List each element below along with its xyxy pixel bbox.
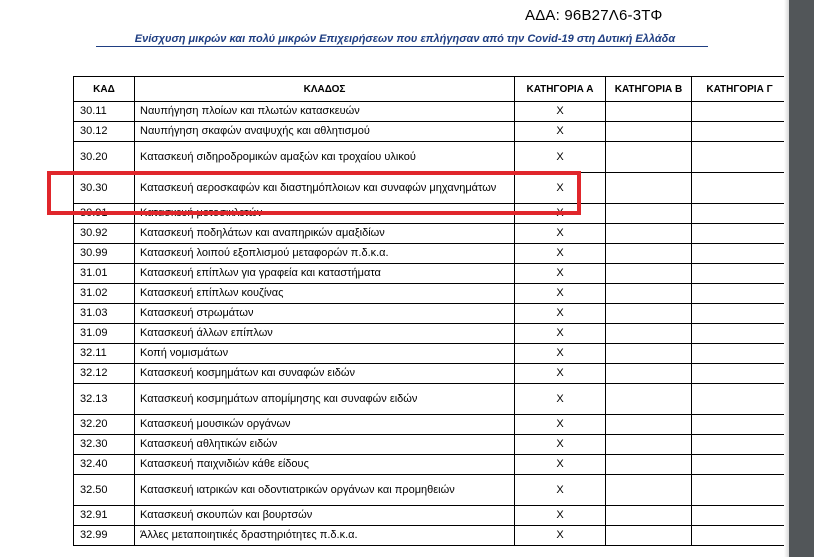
klados-text: Κατασκευή μοτοσικλετών (140, 207, 263, 219)
klados-text: Ναυπήγηση σκαφών αναψυχής και αθλητισμού (140, 125, 370, 137)
category-a-cell: Χ (515, 506, 606, 526)
header-klados: ΚΛΑΔΟΣ (135, 77, 515, 102)
klados-cell (135, 364, 515, 384)
table-row (74, 284, 788, 304)
document-subtitle: Ενίσχυση μικρών και πολύ μικρών Επιχειρήσεων που επλήγησαν από την Covid-19 στη Δυτική Ελλάδα (134, 33, 676, 45)
category-b-cell (606, 415, 692, 435)
category-c-cell (692, 526, 788, 546)
table-row (74, 344, 788, 364)
category-a-cell: Χ (515, 344, 606, 364)
category-a-cell: Χ (515, 475, 606, 506)
klados-text: Κατασκευή αθλητικών ειδών (140, 438, 278, 450)
category-b-cell (606, 102, 692, 122)
kad-cell: 32.11 (74, 344, 135, 364)
klados-text: Κατασκευή ποδηλάτων και αναπηρικών αμαξιδίων (140, 227, 385, 239)
category-b-cell (606, 324, 692, 344)
table-row (74, 415, 788, 435)
table-row (74, 506, 788, 526)
category-b-cell (606, 264, 692, 284)
klados-cell (135, 304, 515, 324)
klados-cell (135, 204, 515, 224)
category-a-cell: Χ (515, 204, 606, 224)
table-row (74, 384, 788, 415)
header-category-b (606, 77, 692, 102)
table-row (74, 324, 788, 344)
klados-cell (135, 264, 515, 284)
category-b-cell (606, 475, 692, 506)
table-row (74, 142, 788, 173)
klados-cell (135, 506, 515, 526)
klados-text: Κατασκευή στρωμάτων (140, 307, 254, 319)
category-c-cell (692, 204, 788, 224)
kad-table (73, 76, 788, 546)
category-a-cell: Χ (515, 415, 606, 435)
table-row (74, 204, 788, 224)
klados-cell (135, 244, 515, 264)
table-row (74, 304, 788, 324)
category-c-cell (692, 173, 788, 204)
category-c-cell (692, 122, 788, 142)
category-a-cell: Χ (515, 244, 606, 264)
category-a-cell: Χ (515, 224, 606, 244)
kad-cell: 30.12 (74, 122, 135, 142)
table-row (74, 435, 788, 455)
kad-cell: 32.20 (74, 415, 135, 435)
category-a-cell: Χ (515, 142, 606, 173)
category-b-cell (606, 435, 692, 455)
header-category-a-label: ΚΑΤΗΓΟΡΙΑ Α (526, 83, 594, 95)
category-b-cell (606, 364, 692, 384)
table-row (74, 173, 788, 204)
category-a-cell: Χ (515, 384, 606, 415)
header-kad: ΚΑΔ (74, 77, 135, 102)
kad-cell: 31.01 (74, 264, 135, 284)
klados-cell (135, 142, 515, 173)
category-a-cell: Χ (515, 364, 606, 384)
kad-cell: 30.91 (74, 204, 135, 224)
klados-text: Κατασκευή επίπλων για γραφεία και καταστήματα (140, 267, 381, 279)
kad-cell: 32.30 (74, 435, 135, 455)
category-c-cell (692, 344, 788, 364)
category-a-cell: Χ (515, 435, 606, 455)
header-category-a (515, 77, 606, 102)
category-b-cell (606, 284, 692, 304)
kad-cell: 32.40 (74, 455, 135, 475)
category-c-cell (692, 102, 788, 122)
ada-code: ΑΔΑ: 96Β27Λ6-3ΤΦ (525, 7, 663, 24)
kad-cell: 30.99 (74, 244, 135, 264)
category-b-cell (606, 142, 692, 173)
klados-text: Κατασκευή παιχνιδιών κάθε είδους (140, 458, 309, 470)
category-a-cell: Χ (515, 284, 606, 304)
klados-text: Κατασκευή ιατρικών και οδοντιατρικών οργάνων και προμηθειών (140, 483, 455, 496)
kad-cell: 30.11 (74, 102, 135, 122)
category-b-cell (606, 122, 692, 142)
table-row (74, 264, 788, 284)
klados-text: Κατασκευή επίπλων κουζίνας (140, 287, 284, 299)
klados-text: Κοπή νομισμάτων (140, 347, 229, 359)
category-a-cell: Χ (515, 526, 606, 546)
category-c-cell (692, 364, 788, 384)
klados-text: Άλλες μεταποιητικές δραστηριότητες π.δ.κ.α. (140, 529, 358, 541)
klados-cell (135, 122, 515, 142)
kad-cell: 32.50 (74, 475, 135, 506)
category-b-cell (606, 506, 692, 526)
klados-text: Κατασκευή μουσικών οργάνων (140, 418, 291, 430)
klados-text: Ναυπήγηση πλοίων και πλωτών κατασκευών (140, 105, 360, 117)
category-b-cell (606, 526, 692, 546)
klados-cell (135, 526, 515, 546)
category-c-cell (692, 142, 788, 173)
category-a-cell: Χ (515, 102, 606, 122)
category-c-cell (692, 455, 788, 475)
table-row (74, 102, 788, 122)
category-b-cell (606, 204, 692, 224)
header-category-c (692, 77, 788, 102)
category-c-cell (692, 384, 788, 415)
klados-cell (135, 384, 515, 415)
klados-text: Κατασκευή σκουπών και βουρτσών (140, 509, 313, 521)
header-category-c-label: ΚΑΤΗΓΟΡΙΑ Γ (706, 83, 773, 95)
klados-text: Κατασκευή κοσμημάτων απομίμησης και συναφών ειδών (140, 392, 418, 405)
category-c-cell (692, 435, 788, 455)
kad-cell: 30.20 (74, 142, 135, 173)
kad-cell: 30.92 (74, 224, 135, 244)
table-row (74, 364, 788, 384)
klados-cell (135, 324, 515, 344)
category-a-cell: Χ (515, 324, 606, 344)
table-header-row (74, 77, 788, 102)
kad-cell: 32.91 (74, 506, 135, 526)
kad-cell: 31.02 (74, 284, 135, 304)
klados-cell (135, 475, 515, 506)
category-b-cell (606, 224, 692, 244)
kad-cell: 31.03 (74, 304, 135, 324)
category-b-cell (606, 304, 692, 324)
category-a-cell: Χ (515, 264, 606, 284)
category-c-cell (692, 284, 788, 304)
category-c-cell (692, 224, 788, 244)
category-a-cell: Χ (515, 304, 606, 324)
klados-cell (135, 102, 515, 122)
header-category-b-label: ΚΑΤΗΓΟΡΙΑ Β (614, 83, 683, 95)
category-b-cell (606, 344, 692, 364)
viewer-scrollbar-track[interactable] (789, 0, 814, 557)
table-row (74, 224, 788, 244)
table-row (74, 475, 788, 506)
klados-cell (135, 344, 515, 364)
category-c-cell (692, 304, 788, 324)
category-c-cell (692, 324, 788, 344)
klados-cell (135, 284, 515, 304)
category-b-cell (606, 173, 692, 204)
kad-cell: 31.09 (74, 324, 135, 344)
category-a-cell: Χ (515, 122, 606, 142)
klados-text: Κατασκευή λοιπού εξοπλισμού μεταφορών π.δ.κ.α. (140, 247, 389, 259)
category-c-cell (692, 264, 788, 284)
kad-cell: 32.99 (74, 526, 135, 546)
category-a-cell: Χ (515, 455, 606, 475)
klados-text: Κατασκευή σιδηροδρομικών αμαξών και τροχαίου υλικού (140, 150, 416, 163)
table-row (74, 244, 788, 264)
klados-cell (135, 455, 515, 475)
category-c-cell (692, 475, 788, 506)
klados-cell (135, 173, 515, 204)
table-row (74, 526, 788, 546)
kad-cell: 30.30 (74, 173, 135, 204)
klados-cell (135, 435, 515, 455)
klados-cell (135, 415, 515, 435)
table-row (74, 455, 788, 475)
klados-text: Κατασκευή κοσμημάτων και συναφών ειδών (140, 367, 355, 379)
category-c-cell (692, 415, 788, 435)
klados-text: Κατασκευή αεροσκαφών και διαστημόπλοιων και συναφών μηχανημάτων (140, 181, 497, 194)
kad-cell: 32.12 (74, 364, 135, 384)
klados-cell (135, 224, 515, 244)
category-a-cell: Χ (515, 173, 606, 204)
category-b-cell (606, 244, 692, 264)
table-row (74, 122, 788, 142)
category-b-cell (606, 384, 692, 415)
klados-text: Κατασκευή άλλων επίπλων (140, 327, 273, 339)
subtitle-underline (96, 46, 708, 47)
category-c-cell (692, 506, 788, 526)
kad-cell: 32.13 (74, 384, 135, 415)
table-body (74, 102, 788, 546)
category-b-cell (606, 455, 692, 475)
category-c-cell (692, 244, 788, 264)
